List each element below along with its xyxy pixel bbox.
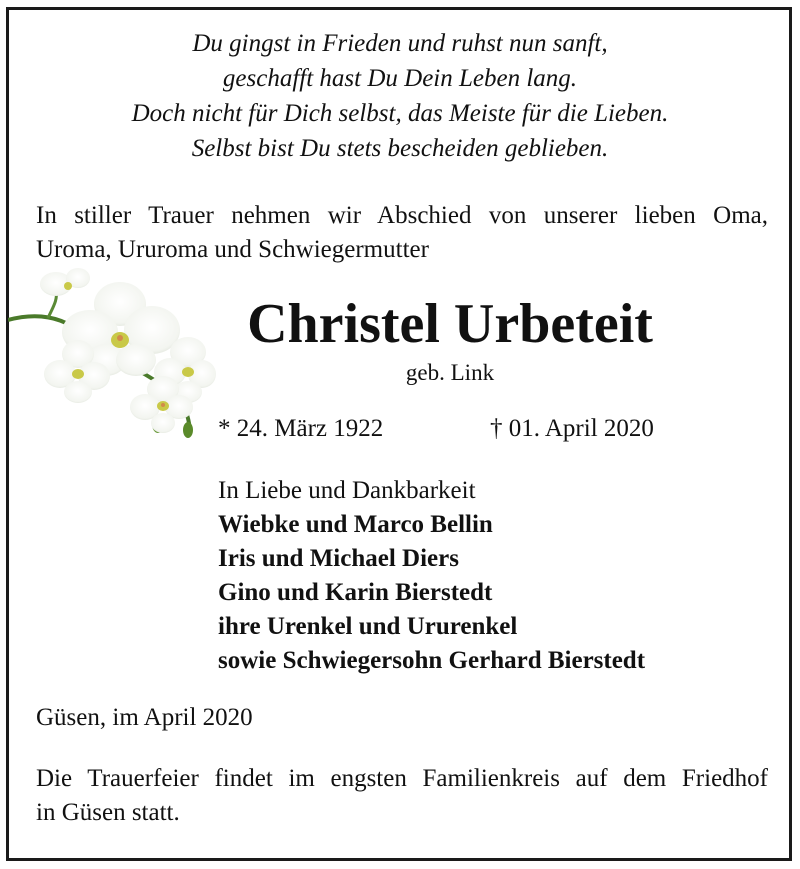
intro-text xyxy=(36,199,768,267)
mourners-heading: In Liebe und Dankbarkeit xyxy=(218,477,476,504)
mourner-name: Wiebke und Marco Bellin xyxy=(218,511,493,538)
mourners-list xyxy=(218,474,645,678)
memorial-poem xyxy=(0,26,800,166)
mourner-name: sowie Schwiegersohn Gerhard Bierstedt xyxy=(218,647,646,674)
poem-line: Du gingst in Frieden und ruhst nun sanft, xyxy=(192,30,608,57)
poem-line: geschafft hast Du Dein Leben lang. xyxy=(222,65,578,92)
deceased-name: Christel Urbeteit xyxy=(247,293,653,355)
intro-line: In stiller Trauer nehmen wir Abschied von unserer lieben Oma, xyxy=(36,202,768,229)
mourner-name: Gino und Karin Bierstedt xyxy=(218,579,493,606)
funeral-note xyxy=(36,762,768,830)
mourner-name: Iris und Michael Diers xyxy=(218,545,459,572)
death-date: † 01. April 2020 xyxy=(490,415,654,442)
maiden-name: geb. Link xyxy=(405,360,495,385)
place-date: Güsen, im April 2020 xyxy=(36,704,253,731)
intro-line: Uroma, Ururoma und Schwiegermutter xyxy=(36,236,429,263)
poem-line: Doch nicht für Dich selbst, das Meiste für die Lieben. xyxy=(131,100,669,127)
note-line: Die Trauerfeier findet im engsten Familienkreis auf dem Friedhof xyxy=(36,765,768,792)
note-line: in Güsen statt. xyxy=(36,799,180,826)
birth-date: * 24. März 1922 xyxy=(218,415,384,442)
mourner-name: ihre Urenkel und Ururenkel xyxy=(218,613,518,640)
orchid-icon xyxy=(8,262,218,447)
poem-line: Selbst bist Du stets bescheiden geblieben. xyxy=(191,135,609,162)
